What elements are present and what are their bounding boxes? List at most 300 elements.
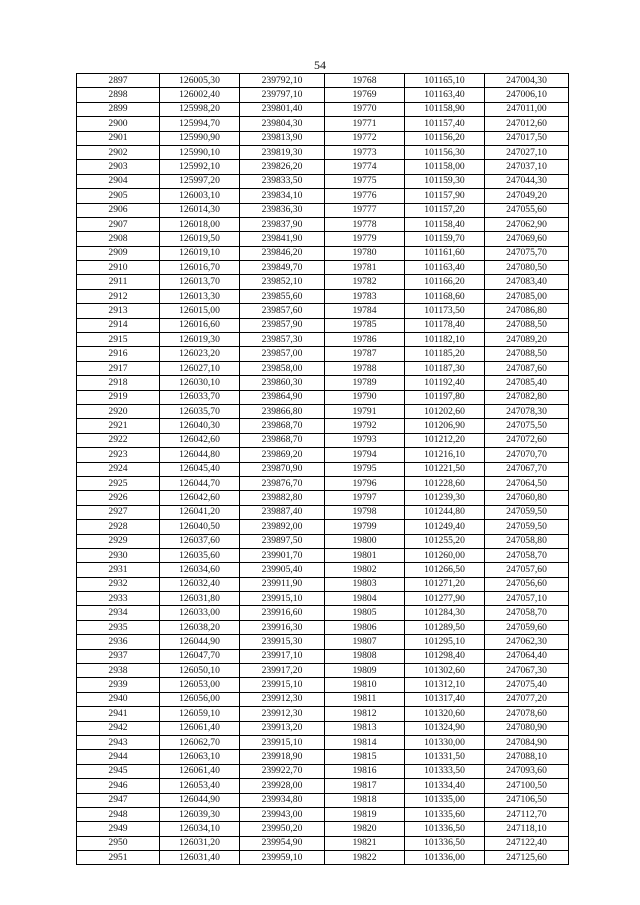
point-number-right-cell: 19820 (325, 822, 405, 836)
table-row (77, 304, 569, 318)
table-row (77, 88, 569, 102)
point-number-left-cell: 2912 (77, 289, 160, 303)
point-number-left-cell: 2932 (77, 577, 160, 591)
x-coordinate-left-cell: 125997,20 (160, 174, 240, 188)
x-coordinate-right-cell: 101197,80 (405, 390, 485, 404)
point-number-right-cell: 19799 (325, 520, 405, 534)
table-row (77, 851, 569, 865)
point-number-left-cell: 2907 (77, 217, 160, 231)
y-coordinate-left-cell: 239912,30 (240, 692, 325, 706)
x-coordinate-left-cell: 126034,60 (160, 563, 240, 577)
point-number-left-cell: 2904 (77, 174, 160, 188)
point-number-right-cell: 19786 (325, 333, 405, 347)
table-row (77, 735, 569, 749)
point-number-right-cell: 19801 (325, 548, 405, 562)
point-number-right-cell: 19797 (325, 491, 405, 505)
x-coordinate-left-cell: 126031,40 (160, 851, 240, 865)
point-number-left-cell: 2947 (77, 793, 160, 807)
point-number-right-cell: 19774 (325, 160, 405, 174)
point-number-right-cell: 19809 (325, 664, 405, 678)
x-coordinate-right-cell: 101298,40 (405, 649, 485, 663)
table-row (77, 707, 569, 721)
x-coordinate-right-cell: 101271,20 (405, 577, 485, 591)
x-coordinate-right-cell: 101192,40 (405, 376, 485, 390)
point-number-right-cell: 19796 (325, 476, 405, 490)
x-coordinate-right-cell: 101239,30 (405, 491, 485, 505)
y-coordinate-right-cell: 247077,20 (485, 692, 569, 706)
y-coordinate-left-cell: 239876,70 (240, 476, 325, 490)
point-number-left-cell: 2901 (77, 131, 160, 145)
x-coordinate-right-cell: 101330,00 (405, 735, 485, 749)
y-coordinate-left-cell: 239797,10 (240, 88, 325, 102)
y-coordinate-left-cell: 239915,10 (240, 592, 325, 606)
point-number-left-cell: 2927 (77, 505, 160, 519)
y-coordinate-left-cell: 239916,30 (240, 620, 325, 634)
x-coordinate-right-cell: 101335,60 (405, 807, 485, 821)
point-number-right-cell: 19800 (325, 534, 405, 548)
x-coordinate-right-cell: 101228,60 (405, 476, 485, 490)
page-number: 54 (314, 58, 326, 72)
y-coordinate-left-cell: 239869,20 (240, 448, 325, 462)
x-coordinate-left-cell: 126002,40 (160, 88, 240, 102)
y-coordinate-right-cell: 247011,00 (485, 102, 569, 116)
y-coordinate-right-cell: 247083,40 (485, 275, 569, 289)
table-row (77, 318, 569, 332)
x-coordinate-right-cell: 101173,50 (405, 304, 485, 318)
table-row (77, 548, 569, 562)
table-row (77, 534, 569, 548)
table-row (77, 333, 569, 347)
table-row (77, 779, 569, 793)
y-coordinate-right-cell: 247088,50 (485, 318, 569, 332)
point-number-right-cell: 19775 (325, 174, 405, 188)
y-coordinate-left-cell: 239849,70 (240, 261, 325, 275)
x-coordinate-left-cell: 126062,70 (160, 735, 240, 749)
point-number-left-cell: 2945 (77, 764, 160, 778)
point-number-right-cell: 19818 (325, 793, 405, 807)
x-coordinate-right-cell: 101163,40 (405, 88, 485, 102)
point-number-right-cell: 19780 (325, 246, 405, 260)
x-coordinate-left-cell: 126034,10 (160, 822, 240, 836)
point-number-left-cell: 2931 (77, 563, 160, 577)
point-number-left-cell: 2936 (77, 635, 160, 649)
x-coordinate-right-cell: 101161,60 (405, 246, 485, 260)
point-number-right-cell: 19813 (325, 721, 405, 735)
point-number-right-cell: 19806 (325, 620, 405, 634)
y-coordinate-right-cell: 247004,30 (485, 74, 569, 88)
table-row (77, 361, 569, 375)
x-coordinate-left-cell: 126045,40 (160, 462, 240, 476)
y-coordinate-right-cell: 247080,50 (485, 261, 569, 275)
point-number-right-cell: 19817 (325, 779, 405, 793)
point-number-left-cell: 2934 (77, 606, 160, 620)
x-coordinate-right-cell: 101312,10 (405, 678, 485, 692)
y-coordinate-left-cell: 239897,50 (240, 534, 325, 548)
table-row (77, 649, 569, 663)
y-coordinate-right-cell: 247106,50 (485, 793, 569, 807)
table-row (77, 664, 569, 678)
point-number-right-cell: 19789 (325, 376, 405, 390)
x-coordinate-right-cell: 101302,60 (405, 664, 485, 678)
table-row (77, 189, 569, 203)
x-coordinate-right-cell: 101163,40 (405, 261, 485, 275)
table-row (77, 678, 569, 692)
point-number-right-cell: 19791 (325, 404, 405, 418)
x-coordinate-right-cell: 101334,40 (405, 779, 485, 793)
x-coordinate-left-cell: 125990,90 (160, 131, 240, 145)
y-coordinate-right-cell: 247075,40 (485, 678, 569, 692)
x-coordinate-right-cell: 101336,00 (405, 851, 485, 865)
point-number-left-cell: 2916 (77, 347, 160, 361)
point-number-right-cell: 19783 (325, 289, 405, 303)
table-row (77, 246, 569, 260)
y-coordinate-right-cell: 247059,60 (485, 620, 569, 634)
x-coordinate-left-cell: 125990,10 (160, 145, 240, 159)
table-row (77, 232, 569, 246)
y-coordinate-right-cell: 247069,60 (485, 232, 569, 246)
point-number-right-cell: 19815 (325, 750, 405, 764)
x-coordinate-left-cell: 126044,80 (160, 448, 240, 462)
point-number-left-cell: 2905 (77, 189, 160, 203)
point-number-left-cell: 2902 (77, 145, 160, 159)
x-coordinate-right-cell: 101156,30 (405, 145, 485, 159)
y-coordinate-left-cell: 239855,60 (240, 289, 325, 303)
y-coordinate-right-cell: 247064,50 (485, 476, 569, 490)
table-row (77, 491, 569, 505)
point-number-left-cell: 2924 (77, 462, 160, 476)
table-row (77, 131, 569, 145)
point-number-right-cell: 19788 (325, 361, 405, 375)
point-number-right-cell: 19795 (325, 462, 405, 476)
y-coordinate-left-cell: 239915,30 (240, 635, 325, 649)
y-coordinate-right-cell: 247059,50 (485, 505, 569, 519)
point-number-left-cell: 2933 (77, 592, 160, 606)
x-coordinate-right-cell: 101324,90 (405, 721, 485, 735)
y-coordinate-right-cell: 247012,60 (485, 117, 569, 131)
point-number-right-cell: 19782 (325, 275, 405, 289)
point-number-right-cell: 19810 (325, 678, 405, 692)
y-coordinate-right-cell: 247062,30 (485, 635, 569, 649)
point-number-left-cell: 2935 (77, 620, 160, 634)
y-coordinate-left-cell: 239917,10 (240, 649, 325, 663)
y-coordinate-left-cell: 239857,00 (240, 347, 325, 361)
point-number-right-cell: 19792 (325, 419, 405, 433)
y-coordinate-right-cell: 247067,30 (485, 664, 569, 678)
x-coordinate-left-cell: 126013,30 (160, 289, 240, 303)
point-number-left-cell: 2940 (77, 692, 160, 706)
x-coordinate-left-cell: 126016,70 (160, 261, 240, 275)
x-coordinate-left-cell: 126042,60 (160, 433, 240, 447)
x-coordinate-left-cell: 126005,30 (160, 74, 240, 88)
point-number-left-cell: 2898 (77, 88, 160, 102)
x-coordinate-right-cell: 101336,50 (405, 822, 485, 836)
x-coordinate-right-cell: 101331,50 (405, 750, 485, 764)
y-coordinate-right-cell: 247118,10 (485, 822, 569, 836)
x-coordinate-left-cell: 126041,20 (160, 505, 240, 519)
x-coordinate-left-cell: 126033,70 (160, 390, 240, 404)
y-coordinate-right-cell: 247058,70 (485, 548, 569, 562)
y-coordinate-left-cell: 239857,90 (240, 318, 325, 332)
point-number-right-cell: 19770 (325, 102, 405, 116)
point-number-left-cell: 2897 (77, 74, 160, 88)
y-coordinate-left-cell: 239943,00 (240, 807, 325, 821)
table-row (77, 160, 569, 174)
table-row (77, 807, 569, 821)
table-row (77, 275, 569, 289)
x-coordinate-left-cell: 126035,60 (160, 548, 240, 562)
y-coordinate-right-cell: 247088,50 (485, 347, 569, 361)
point-number-right-cell: 19821 (325, 836, 405, 850)
y-coordinate-right-cell: 247017,50 (485, 131, 569, 145)
table-row (77, 592, 569, 606)
y-coordinate-right-cell: 247093,60 (485, 764, 569, 778)
x-coordinate-left-cell: 126031,20 (160, 836, 240, 850)
point-number-right-cell: 19771 (325, 117, 405, 131)
x-coordinate-right-cell: 101284,30 (405, 606, 485, 620)
point-number-left-cell: 2900 (77, 117, 160, 131)
y-coordinate-right-cell: 247087,60 (485, 361, 569, 375)
y-coordinate-left-cell: 239870,90 (240, 462, 325, 476)
y-coordinate-left-cell: 239915,10 (240, 678, 325, 692)
table-row (77, 145, 569, 159)
x-coordinate-left-cell: 126063,10 (160, 750, 240, 764)
y-coordinate-right-cell: 247064,40 (485, 649, 569, 663)
y-coordinate-left-cell: 239866,80 (240, 404, 325, 418)
y-coordinate-right-cell: 247086,80 (485, 304, 569, 318)
x-coordinate-left-cell: 125992,10 (160, 160, 240, 174)
y-coordinate-left-cell: 239916,60 (240, 606, 325, 620)
coordinates-table (76, 73, 569, 865)
x-coordinate-left-cell: 126035,70 (160, 404, 240, 418)
point-number-left-cell: 2911 (77, 275, 160, 289)
y-coordinate-right-cell: 247070,70 (485, 448, 569, 462)
y-coordinate-left-cell: 239804,30 (240, 117, 325, 131)
point-number-right-cell: 19807 (325, 635, 405, 649)
x-coordinate-left-cell: 126040,30 (160, 419, 240, 433)
point-number-right-cell: 19790 (325, 390, 405, 404)
point-number-left-cell: 2921 (77, 419, 160, 433)
x-coordinate-left-cell: 126014,30 (160, 203, 240, 217)
table-row (77, 836, 569, 850)
x-coordinate-right-cell: 101187,30 (405, 361, 485, 375)
table-row (77, 476, 569, 490)
point-number-left-cell: 2930 (77, 548, 160, 562)
y-coordinate-right-cell: 247088,10 (485, 750, 569, 764)
x-coordinate-left-cell: 126033,00 (160, 606, 240, 620)
x-coordinate-left-cell: 126053,00 (160, 678, 240, 692)
table-row (77, 692, 569, 706)
x-coordinate-right-cell: 101157,40 (405, 117, 485, 131)
point-number-left-cell: 2949 (77, 822, 160, 836)
y-coordinate-right-cell: 247058,80 (485, 534, 569, 548)
x-coordinate-left-cell: 126003,10 (160, 189, 240, 203)
y-coordinate-left-cell: 239834,10 (240, 189, 325, 203)
x-coordinate-right-cell: 101185,20 (405, 347, 485, 361)
x-coordinate-left-cell: 126061,40 (160, 764, 240, 778)
x-coordinate-right-cell: 101289,50 (405, 620, 485, 634)
y-coordinate-right-cell: 247057,10 (485, 592, 569, 606)
point-number-right-cell: 19772 (325, 131, 405, 145)
point-number-left-cell: 2941 (77, 707, 160, 721)
x-coordinate-left-cell: 125998,20 (160, 102, 240, 116)
x-coordinate-left-cell: 126040,50 (160, 520, 240, 534)
x-coordinate-left-cell: 126044,90 (160, 635, 240, 649)
table-row (77, 750, 569, 764)
x-coordinate-left-cell: 126030,10 (160, 376, 240, 390)
point-number-left-cell: 2899 (77, 102, 160, 116)
x-coordinate-right-cell: 101165,10 (405, 74, 485, 88)
y-coordinate-right-cell: 247027,10 (485, 145, 569, 159)
x-coordinate-right-cell: 101260,00 (405, 548, 485, 562)
y-coordinate-left-cell: 239858,00 (240, 361, 325, 375)
table-row (77, 347, 569, 361)
x-coordinate-right-cell: 101317,40 (405, 692, 485, 706)
point-number-right-cell: 19802 (325, 563, 405, 577)
y-coordinate-right-cell: 247078,60 (485, 707, 569, 721)
y-coordinate-left-cell: 239857,60 (240, 304, 325, 318)
y-coordinate-left-cell: 239868,70 (240, 433, 325, 447)
point-number-left-cell: 2944 (77, 750, 160, 764)
point-number-left-cell: 2909 (77, 246, 160, 260)
y-coordinate-left-cell: 239837,90 (240, 217, 325, 231)
table-row (77, 793, 569, 807)
y-coordinate-left-cell: 239911,90 (240, 577, 325, 591)
y-coordinate-right-cell: 247058,70 (485, 606, 569, 620)
x-coordinate-right-cell: 101159,70 (405, 232, 485, 246)
point-number-right-cell: 19816 (325, 764, 405, 778)
table-row (77, 289, 569, 303)
y-coordinate-left-cell: 239819,30 (240, 145, 325, 159)
point-number-left-cell: 2942 (77, 721, 160, 735)
x-coordinate-right-cell: 101216,10 (405, 448, 485, 462)
point-number-left-cell: 2917 (77, 361, 160, 375)
y-coordinate-left-cell: 239959,10 (240, 851, 325, 865)
x-coordinate-right-cell: 101255,20 (405, 534, 485, 548)
table-row (77, 203, 569, 217)
x-coordinate-right-cell: 101158,00 (405, 160, 485, 174)
table-row (77, 217, 569, 231)
x-coordinate-left-cell: 126053,40 (160, 779, 240, 793)
point-number-left-cell: 2950 (77, 836, 160, 850)
y-coordinate-right-cell: 247075,50 (485, 419, 569, 433)
table-row (77, 764, 569, 778)
table-row (77, 462, 569, 476)
point-number-left-cell: 2937 (77, 649, 160, 663)
point-number-left-cell: 2913 (77, 304, 160, 318)
y-coordinate-left-cell: 239852,10 (240, 275, 325, 289)
y-coordinate-right-cell: 247075,70 (485, 246, 569, 260)
x-coordinate-left-cell: 125994,70 (160, 117, 240, 131)
y-coordinate-left-cell: 239912,30 (240, 707, 325, 721)
point-number-left-cell: 2918 (77, 376, 160, 390)
table-row (77, 505, 569, 519)
y-coordinate-left-cell: 239868,70 (240, 419, 325, 433)
point-number-right-cell: 19808 (325, 649, 405, 663)
x-coordinate-left-cell: 126044,90 (160, 793, 240, 807)
table-row (77, 563, 569, 577)
point-number-right-cell: 19779 (325, 232, 405, 246)
x-coordinate-right-cell: 101335,00 (405, 793, 485, 807)
x-coordinate-right-cell: 101157,90 (405, 189, 485, 203)
x-coordinate-left-cell: 126037,60 (160, 534, 240, 548)
y-coordinate-right-cell: 247044,30 (485, 174, 569, 188)
point-number-right-cell: 19776 (325, 189, 405, 203)
point-number-right-cell: 19798 (325, 505, 405, 519)
point-number-right-cell: 19785 (325, 318, 405, 332)
point-number-left-cell: 2929 (77, 534, 160, 548)
point-number-left-cell: 2925 (77, 476, 160, 490)
x-coordinate-left-cell: 126050,10 (160, 664, 240, 678)
x-coordinate-right-cell: 101295,10 (405, 635, 485, 649)
x-coordinate-left-cell: 126019,50 (160, 232, 240, 246)
table-row (77, 74, 569, 88)
x-coordinate-left-cell: 126042,60 (160, 491, 240, 505)
y-coordinate-right-cell: 247062,90 (485, 217, 569, 231)
x-coordinate-left-cell: 126019,10 (160, 246, 240, 260)
table-row (77, 577, 569, 591)
y-coordinate-left-cell: 239857,30 (240, 333, 325, 347)
y-coordinate-right-cell: 247006,10 (485, 88, 569, 102)
y-coordinate-right-cell: 247060,80 (485, 491, 569, 505)
x-coordinate-left-cell: 126016,60 (160, 318, 240, 332)
y-coordinate-right-cell: 247085,00 (485, 289, 569, 303)
point-number-left-cell: 2951 (77, 851, 160, 865)
x-coordinate-left-cell: 126027,10 (160, 361, 240, 375)
point-number-right-cell: 19819 (325, 807, 405, 821)
table-row (77, 261, 569, 275)
x-coordinate-left-cell: 126015,00 (160, 304, 240, 318)
point-number-right-cell: 19793 (325, 433, 405, 447)
table-row (77, 822, 569, 836)
point-number-left-cell: 2920 (77, 404, 160, 418)
x-coordinate-right-cell: 101336,50 (405, 836, 485, 850)
y-coordinate-left-cell: 239833,50 (240, 174, 325, 188)
y-coordinate-right-cell: 247055,60 (485, 203, 569, 217)
table-row (77, 520, 569, 534)
x-coordinate-right-cell: 101333,50 (405, 764, 485, 778)
y-coordinate-left-cell: 239918,90 (240, 750, 325, 764)
table-row (77, 721, 569, 735)
y-coordinate-right-cell: 247100,50 (485, 779, 569, 793)
y-coordinate-right-cell: 247059,50 (485, 520, 569, 534)
y-coordinate-right-cell: 247037,10 (485, 160, 569, 174)
point-number-left-cell: 2928 (77, 520, 160, 534)
x-coordinate-right-cell: 101244,80 (405, 505, 485, 519)
y-coordinate-right-cell: 247084,90 (485, 735, 569, 749)
y-coordinate-right-cell: 247072,60 (485, 433, 569, 447)
point-number-left-cell: 2948 (77, 807, 160, 821)
y-coordinate-left-cell: 239887,40 (240, 505, 325, 519)
x-coordinate-right-cell: 101266,50 (405, 563, 485, 577)
point-number-left-cell: 2943 (77, 735, 160, 749)
table-row (77, 620, 569, 634)
coordinates-table-body (77, 74, 569, 865)
point-number-left-cell: 2922 (77, 433, 160, 447)
y-coordinate-left-cell: 239915,10 (240, 735, 325, 749)
y-coordinate-left-cell: 239846,20 (240, 246, 325, 260)
table-row (77, 419, 569, 433)
x-coordinate-left-cell: 126039,30 (160, 807, 240, 821)
point-number-right-cell: 19787 (325, 347, 405, 361)
x-coordinate-right-cell: 101221,50 (405, 462, 485, 476)
point-number-left-cell: 2915 (77, 333, 160, 347)
point-number-right-cell: 19812 (325, 707, 405, 721)
x-coordinate-left-cell: 126061,40 (160, 721, 240, 735)
x-coordinate-right-cell: 101159,30 (405, 174, 485, 188)
x-coordinate-right-cell: 101249,40 (405, 520, 485, 534)
point-number-left-cell: 2914 (77, 318, 160, 332)
x-coordinate-right-cell: 101158,40 (405, 217, 485, 231)
